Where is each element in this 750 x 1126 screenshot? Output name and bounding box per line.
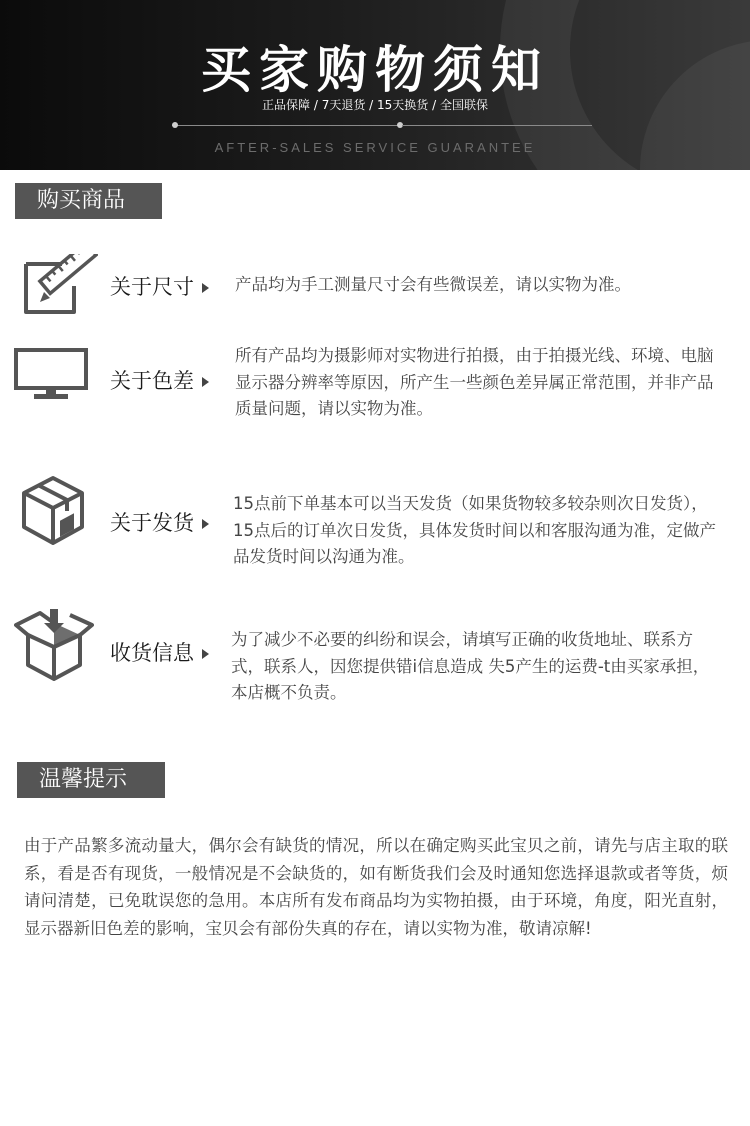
divider-line (402, 125, 592, 126)
info-row-color (0, 340, 750, 420)
page-title: 买家购物须知 (201, 41, 549, 99)
open-box-icon (14, 607, 94, 687)
guarantee-subtitle: 正品保障 / 7天退货 / 15天换货 / 全国联保 (262, 98, 488, 112)
info-row-receiving (0, 605, 750, 702)
shipping-description: 15点前下单基本可以当天发货（如果货物较多较杂则次日发货），15点后的订单次日发货，具体发货时间以和客服沟通为准，定做产品发货时间以沟通为准。 (233, 494, 716, 566)
section-tag-tips: 温馨提示 (17, 762, 165, 798)
color-label (110, 365, 209, 395)
shipping-label-text: 关于发货 (110, 511, 194, 535)
divider-line (172, 125, 398, 126)
size-description: 产品均为手工测量尺寸会有些微误差，请以实物为准。 (235, 275, 631, 294)
info-row-shipping (0, 475, 750, 566)
arrow-right-icon (202, 519, 209, 529)
info-row-size (0, 250, 750, 320)
size-label (110, 271, 209, 301)
color-description: 所有产品均为摄影师对实物进行拍摄，由于拍摄光线、环境、电脑显示器分辨率等原因，所产生一些颜色差异属正常范围，并非产品质量问题，请以实物为准。 (235, 346, 714, 418)
arrow-right-icon (202, 649, 209, 659)
receiving-description: 为了减少不必要的纠纷和误会，请填写正确的收货地址、联系方式，联系人，因您提供错i信息造成 失5产生的运费-t由买家承担，本店概不负责。 (231, 630, 710, 702)
size-label-text: 关于尺寸 (110, 275, 194, 299)
monitor-icon (14, 348, 90, 406)
tips-paragraph: 由于产品繁多流动量大，偶尔会有缺货的情况，所以在确定购买此宝贝之前，请先与店主取的联系，看是否有现货，一般情况是不会缺货的，如有断货我们会及时通知您选择退款或者等货，烦请问清楚，已免耽误您的急用。本店所有发布商品均为实物拍摄，由于环境，角度，阳光直射，显示器新旧色差的影响，宝贝会有部份失真的存在，请以实物为准，敬请凉解! (24, 836, 728, 938)
arrow-right-icon (202, 377, 209, 387)
receiving-label-text: 收货信息 (110, 641, 194, 665)
divider-dot (172, 122, 178, 128)
arrow-right-icon (202, 283, 209, 293)
ruler-icon (22, 254, 98, 320)
receiving-label (110, 637, 209, 667)
shipping-label (110, 507, 209, 537)
header-banner (0, 0, 750, 170)
section-tag-purchase: 购买商品 (15, 183, 162, 219)
color-label-text: 关于色差 (110, 369, 194, 393)
package-icon (20, 475, 86, 551)
english-subtitle: AFTER-SALES SERVICE GUARANTEE (214, 140, 536, 155)
